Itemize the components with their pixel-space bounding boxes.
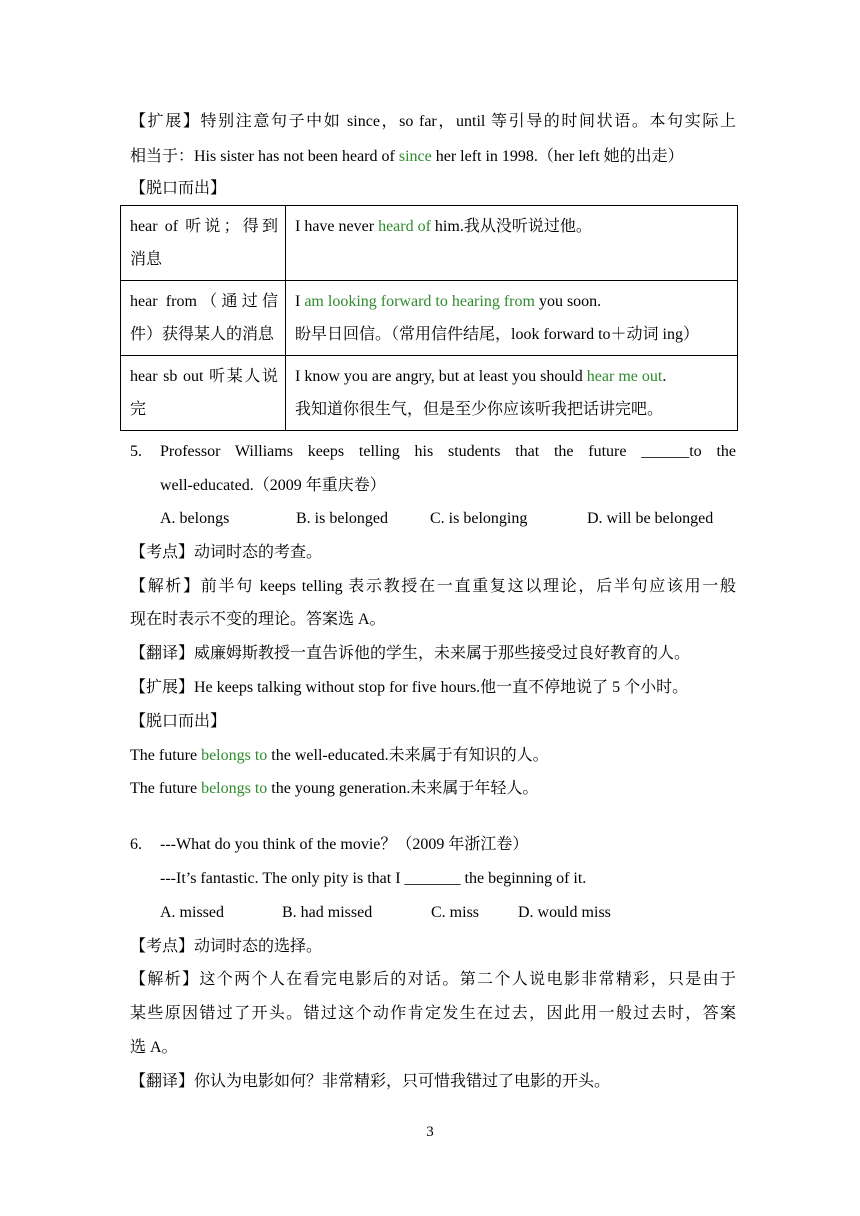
q5-analysis-2: 现在时表示不变的理论。答案选 A。 xyxy=(130,611,386,628)
example-highlight: heard of xyxy=(378,218,431,235)
expand-line-2-highlight: since xyxy=(398,148,432,165)
example-pre: The future xyxy=(130,780,202,797)
option-b: B. had missed xyxy=(282,904,373,921)
q5-expand: 【扩展】He keeps talking without stop for five hours.他一直不停地说了 5 个小时。 xyxy=(130,679,689,696)
question-6-options xyxy=(160,901,736,925)
expand-line-2-pre: 相当于：His sister has not been heard of xyxy=(130,148,399,165)
q6-analysis-2: 某些原因错过了开头。错过这个动作肯定发生在过去，因此用一般过去时，答案 xyxy=(130,1005,736,1022)
phrases-heading-1: 【脱口而出】 xyxy=(130,180,227,197)
q6-analysis-1: 【解析】这个两个人在看完电影后的对话。第二个人说电影非常精彩，只是由于 xyxy=(130,971,736,988)
q5-analysis-1: 【解析】前半句 keeps telling 表示教授在一直重复这以理论，后半句应该用一般 xyxy=(130,578,736,595)
q5-point: 【考点】动词时态的考查。 xyxy=(130,544,323,561)
example-post: you soon. xyxy=(534,293,602,310)
expand-line-2-post: her left in 1998.（her left 她的出走） xyxy=(431,148,684,165)
phrase-text-a: hear sb out 听某人说 xyxy=(130,368,278,385)
page-number: 3 xyxy=(426,1124,434,1140)
q5-phrases-heading: 【脱口而出】 xyxy=(130,713,227,730)
example-highlight: am looking forward to hearing from xyxy=(304,293,535,310)
option-c: C. is belonging xyxy=(430,510,528,527)
q5-example-2 xyxy=(130,777,736,801)
phrase-text-a: hear of 听说；得到 xyxy=(130,218,278,235)
question-5-line-2: well-educated.（2009 年重庆卷） xyxy=(160,477,386,494)
phrase-text-b: 件）获得某人的消息 xyxy=(130,326,275,343)
q6-analysis-3: 选 A。 xyxy=(130,1039,178,1056)
example-line-1 xyxy=(295,285,730,318)
example-line-1 xyxy=(295,360,730,393)
option-d: D. would miss xyxy=(518,904,611,921)
option-a: A. missed xyxy=(160,904,224,921)
phrase-cell xyxy=(121,356,286,431)
question-6-line-2 xyxy=(160,867,736,891)
q6-line2-pre: ---It’s fantastic. The only pity is that I xyxy=(160,870,405,887)
question-number: 6. xyxy=(130,836,142,853)
phrase-cell xyxy=(121,206,286,281)
example-pre: I xyxy=(295,293,305,310)
expand-line-2 xyxy=(130,145,736,169)
example-post: the young generation.未来属于年轻人。 xyxy=(267,780,539,797)
table-row xyxy=(121,281,738,356)
example-cell xyxy=(286,281,738,356)
table-row xyxy=(121,356,738,431)
question-number: 5. xyxy=(130,443,142,460)
question-6-line-1: ---What do you think of the movie？（2009 年浙江卷） xyxy=(160,836,529,853)
example-highlight: belongs to xyxy=(201,780,268,797)
answer-blank: _______ xyxy=(404,870,461,887)
q6-point: 【考点】动词时态的选择。 xyxy=(130,938,323,955)
question-5-options xyxy=(160,507,736,531)
expand-line-1: 【扩展】特别注意句子中如 since，so far，until 等引导的时间状语。本句实际上 xyxy=(130,113,736,130)
option-c: C. miss xyxy=(431,904,480,921)
example-post: the well-educated.未来属于有知识的人。 xyxy=(267,747,549,764)
example-pre: I have never xyxy=(295,218,379,235)
phrase-text-b: 完 xyxy=(130,401,147,418)
q5-translation: 【翻译】威廉姆斯教授一直告诉他的学生，未来属于那些接受过良好教育的人。 xyxy=(130,645,691,662)
table-row xyxy=(121,206,738,281)
phrase-cell xyxy=(121,281,286,356)
example-highlight: hear me out xyxy=(586,368,663,385)
example-pre: The future xyxy=(130,747,202,764)
phrase-text-a: hear from（通过信 xyxy=(130,293,278,310)
option-d: D. will be belonged xyxy=(587,510,714,527)
example-post: him.我从没听说过他。 xyxy=(430,218,592,235)
example-line-2: 盼早日回信。（常用信件结尾，look forward to＋动词 ing） xyxy=(295,326,699,343)
option-b: B. is belonged xyxy=(296,510,388,527)
option-a: A. belongs xyxy=(160,510,230,527)
example-post: . xyxy=(662,368,667,385)
q5-example-1 xyxy=(130,744,736,768)
example-pre: I know you are angry, but at least you should xyxy=(295,368,587,385)
q6-line2-post: the beginning of it. xyxy=(460,870,587,887)
example-line-1 xyxy=(295,210,730,243)
phrase-text-b: 消息 xyxy=(130,251,163,268)
example-cell xyxy=(286,356,738,431)
q6-translation: 【翻译】你认为电影如何？非常精彩，只可惜我错过了电影的开头。 xyxy=(130,1073,611,1090)
phrase-table xyxy=(120,205,738,431)
example-cell xyxy=(286,206,738,281)
example-line-2: 我知道你很生气，但是至少你应该听我把话讲完吧。 xyxy=(295,401,664,418)
example-highlight: belongs to xyxy=(201,747,268,764)
question-5-line-1: Professor Williams keeps telling his students that the future ______to the xyxy=(160,443,736,460)
